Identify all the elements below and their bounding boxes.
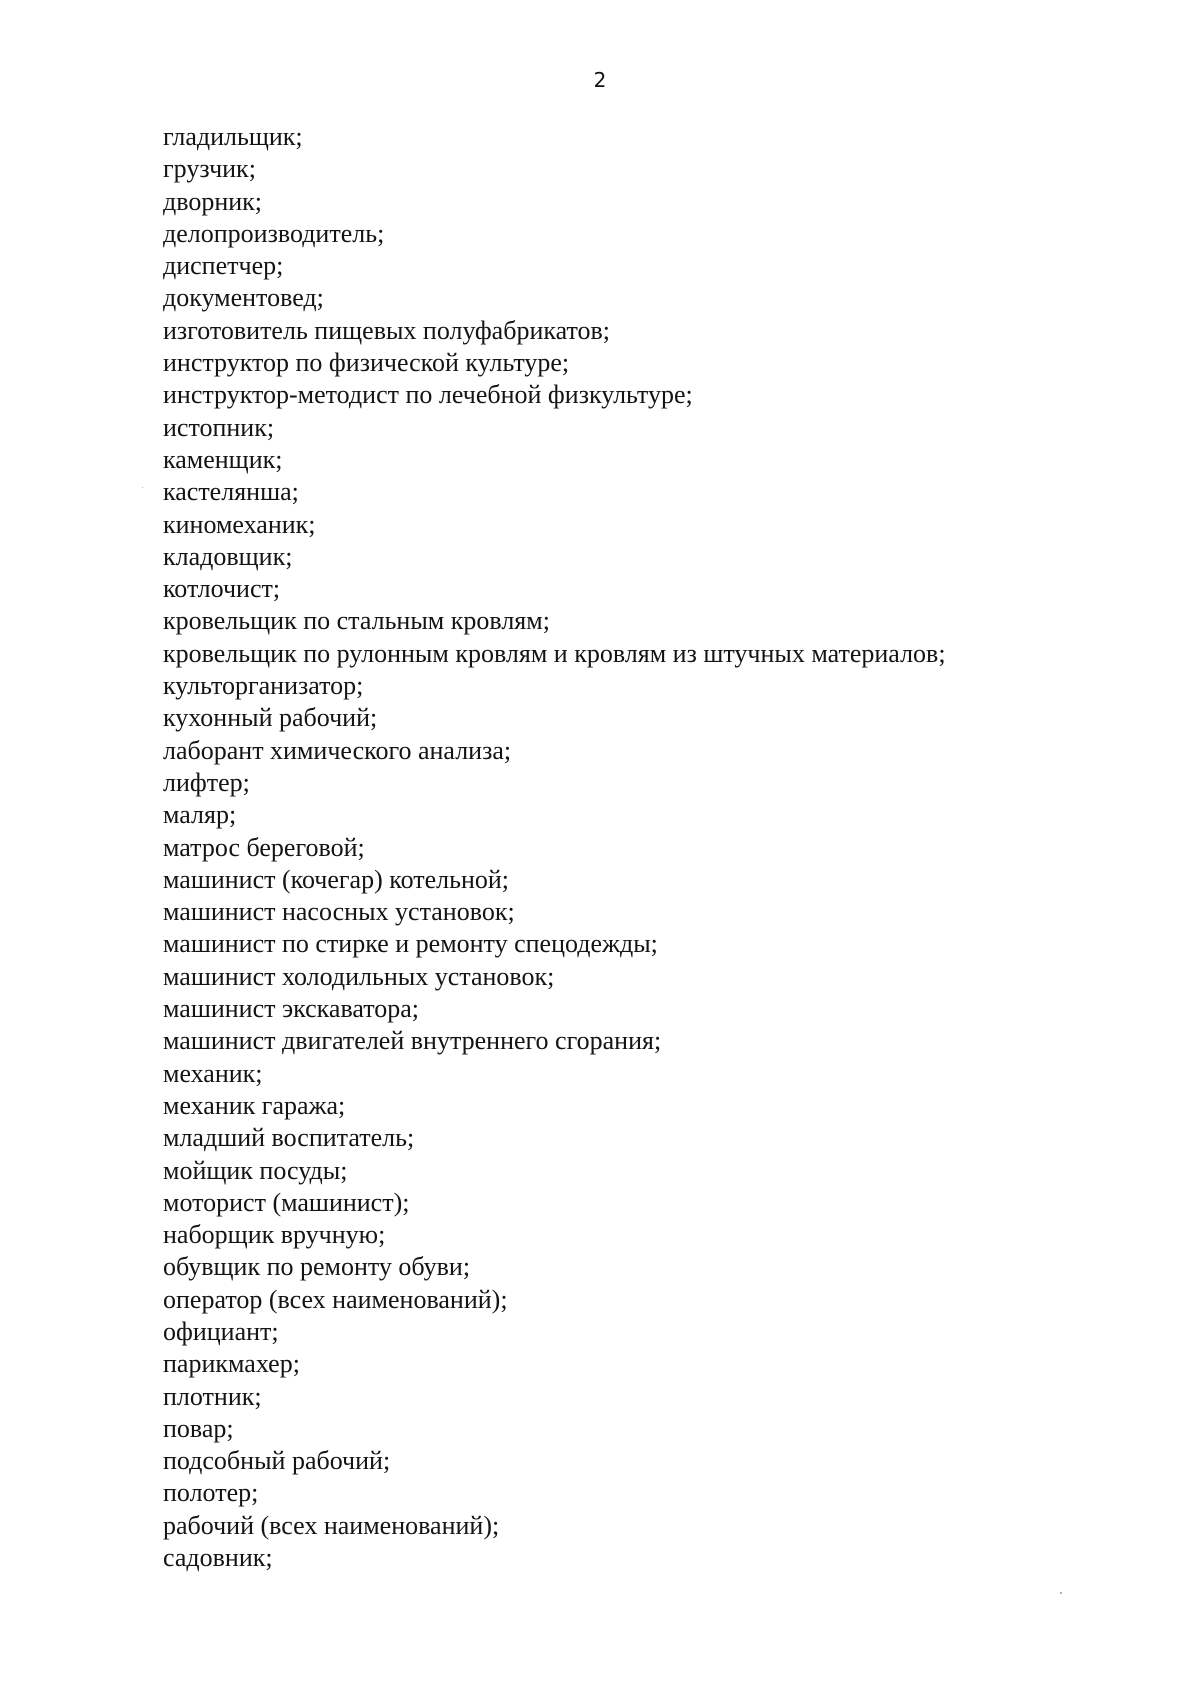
- list-item: машинист двигателей внутреннего сгорания;: [163, 1026, 662, 1056]
- list-item: машинист холодильных установок;: [163, 961, 555, 991]
- list-item: кровельщик по рулонным кровлям и кровлям из штучных материалов;: [163, 638, 946, 668]
- list-item: матрос береговой;: [163, 832, 365, 862]
- list-item: младший воспитатель;: [163, 1123, 415, 1153]
- list-item: механик гаража;: [163, 1090, 346, 1120]
- page-number: 2: [593, 68, 607, 92]
- list-item: инструктор-методист по лечебной физкультуре;: [163, 380, 693, 410]
- list-item: мойщик посуды;: [163, 1155, 348, 1185]
- list-item: полотер;: [163, 1478, 259, 1508]
- list-item: оператор (всех наименований);: [163, 1284, 508, 1314]
- list-item: садовник;: [163, 1543, 273, 1573]
- list-item: делопроизводитель;: [163, 218, 385, 248]
- list-item: моторист (машинист);: [163, 1187, 410, 1217]
- list-item: подсобный рабочий;: [163, 1446, 391, 1476]
- list-item: парикмахер;: [163, 1349, 300, 1379]
- occupation-list: [163, 121, 1123, 1574]
- list-item: культорганизатор;: [163, 671, 364, 701]
- list-item: кровельщик по стальным кровлям;: [163, 606, 550, 636]
- list-item: механик;: [163, 1058, 263, 1088]
- list-item: кладовщик;: [163, 541, 293, 571]
- list-item: гладильщик;: [163, 122, 303, 151]
- list-item: грузчик;: [163, 154, 256, 184]
- list-item: лифтер;: [163, 767, 250, 797]
- list-item: инструктор по физической культуре;: [163, 348, 570, 378]
- list-item: повар;: [163, 1413, 234, 1443]
- list-item: кухонный рабочий;: [163, 703, 378, 733]
- list-item: обувщик по ремонту обуви;: [163, 1252, 471, 1282]
- list-item: лаборант химического анализа;: [163, 735, 512, 765]
- list-item: диспетчер;: [163, 251, 284, 281]
- list-item: плотник;: [163, 1381, 262, 1411]
- list-item: киномеханик;: [163, 509, 316, 539]
- list-item: машинист (кочегар) котельной;: [163, 864, 510, 894]
- list-item: рабочий (всех наименований);: [163, 1510, 500, 1540]
- list-item: кастелянша;: [163, 477, 299, 507]
- list-item: каменщик;: [163, 444, 283, 474]
- list-item: документовед;: [163, 283, 324, 313]
- list-item: котлочист;: [163, 574, 281, 604]
- list-item: дворник;: [163, 186, 263, 216]
- list-item: истопник;: [163, 412, 275, 442]
- list-item: машинист насосных установок;: [163, 897, 515, 927]
- list-item: машинист по стирке и ремонту спецодежды;: [163, 929, 658, 959]
- list-item: официант;: [163, 1316, 279, 1346]
- list-item: маляр;: [163, 800, 237, 830]
- list-item: изготовитель пищевых полуфабрикатов;: [163, 315, 610, 345]
- scan-speck: [142, 487, 143, 488]
- scan-speck: [1060, 1592, 1062, 1594]
- list-item: машинист экскаватора;: [163, 994, 420, 1024]
- list-item: наборщик вручную;: [163, 1220, 386, 1250]
